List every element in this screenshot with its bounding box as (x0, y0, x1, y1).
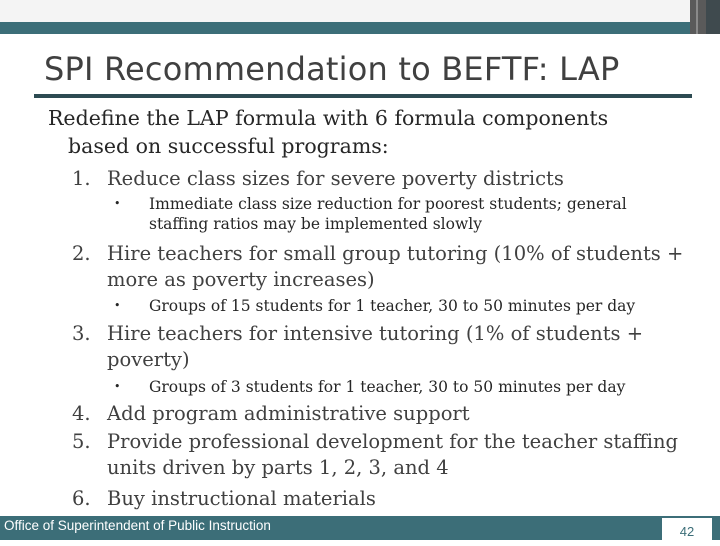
header-decoration-block-dark (706, 0, 720, 34)
list-item-text: Hire teachers for small group tutoring (10% of students + (107, 242, 684, 265)
list-number: 6. (72, 487, 91, 510)
list-number: 4. (72, 402, 91, 425)
header-decoration-light (0, 0, 720, 22)
list-item-text: Reduce class sizes for severe poverty districts (107, 167, 564, 190)
list-item-text-cont: units driven by parts 1, 2, 3, and 4 (107, 456, 449, 479)
sub-bullet-text-cont: staffing ratios may be implemented slowly (149, 215, 482, 233)
list-item-text-cont: poverty) (107, 348, 190, 371)
intro-paragraph (48, 104, 688, 160)
bullet-symbol: • (114, 299, 121, 312)
list-item-text: Hire teachers for intensive tutoring (1% of students + (107, 322, 644, 345)
list-number: 1. (72, 167, 91, 190)
sub-bullet-3 (112, 377, 625, 397)
list-item-2 (72, 241, 683, 293)
bullet-symbol: • (114, 197, 121, 210)
bullet-symbol: • (114, 380, 121, 393)
sub-bullet-text: Immediate class size reduction for poorest students; general (149, 195, 627, 213)
sub-bullet-2 (112, 296, 635, 316)
list-number: 5. (72, 430, 91, 453)
sub-bullet-1 (112, 194, 627, 234)
intro-line-1: Redefine the LAP formula with 6 formula components (48, 106, 609, 130)
footer-organization: Office of Superintendent of Public Instruction (4, 518, 271, 533)
list-item-text-cont: more as poverty increases) (107, 268, 375, 291)
list-item-4 (72, 401, 470, 427)
sub-bullet-text: Groups of 3 students for 1 teacher, 30 to 50 minutes per day (149, 378, 626, 396)
title-underline (34, 94, 692, 98)
page-number: 42 (662, 518, 712, 540)
header-decoration-bar (0, 22, 720, 34)
list-number: 3. (72, 322, 91, 345)
slide-title: SPI Recommendation to BEFTF: LAP (44, 50, 620, 88)
list-item-6 (72, 486, 376, 512)
list-item-1 (72, 166, 564, 192)
list-item-3 (72, 321, 643, 373)
intro-line-2: based on successful programs: (68, 134, 389, 158)
list-item-text: Add program administrative support (107, 402, 470, 425)
list-item-5 (72, 429, 678, 481)
list-item-text: Provide professional development for the teacher staffing (107, 430, 678, 453)
list-number: 2. (72, 242, 91, 265)
sub-bullet-text: Groups of 15 students for 1 teacher, 30 to 50 minutes per day (149, 297, 636, 315)
header-decoration-stripe (696, 0, 698, 34)
list-item-text: Buy instructional materials (107, 487, 376, 510)
